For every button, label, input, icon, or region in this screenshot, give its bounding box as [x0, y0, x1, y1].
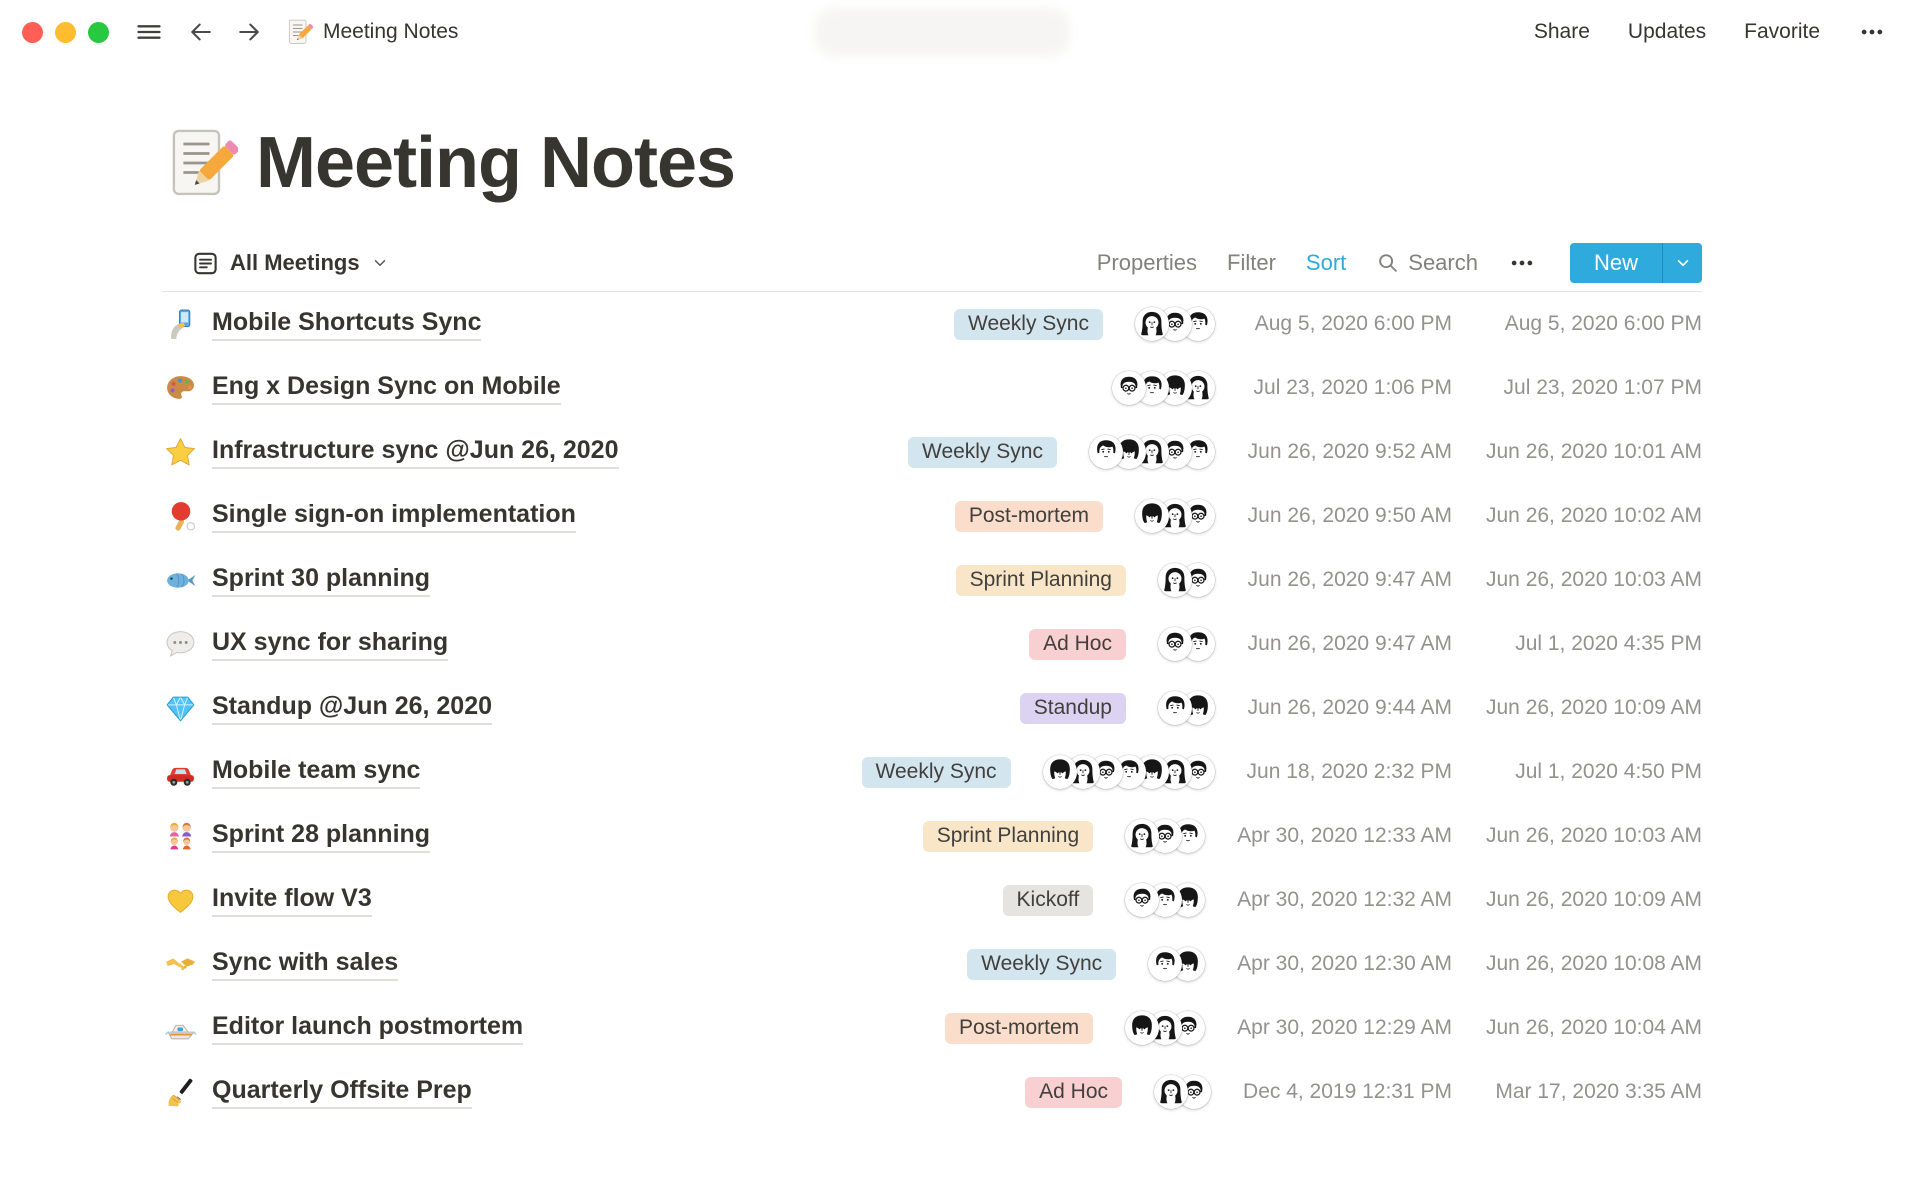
memo-icon	[285, 18, 313, 46]
search-icon	[1376, 251, 1400, 275]
created-date: Jun 26, 2020 9:50 AM	[1247, 504, 1452, 527]
row-properties	[954, 307, 1702, 341]
created-date: Jun 26, 2020 9:44 AM	[1247, 696, 1452, 719]
search-button[interactable]	[1376, 250, 1478, 276]
avatar-group	[1125, 883, 1205, 917]
created-date: Apr 30, 2020 12:29 AM	[1237, 1016, 1452, 1039]
more-options-icon[interactable]	[1858, 18, 1886, 46]
fish-icon	[162, 563, 199, 597]
last-edited-date: Mar 17, 2020 3:35 AM	[1495, 1080, 1702, 1103]
avatar-group	[1112, 371, 1215, 405]
blurred-region	[815, 8, 1070, 56]
table-row[interactable]	[162, 996, 1702, 1060]
row-properties	[1020, 691, 1702, 725]
database-toolbar	[162, 240, 1702, 286]
forward-icon[interactable]	[235, 18, 263, 46]
avatar-group	[1158, 563, 1215, 597]
sidebar-menu-icon[interactable]	[135, 18, 163, 46]
avatar	[1154, 1075, 1188, 1109]
breadcrumb[interactable]	[285, 18, 458, 46]
toolbar-more-icon[interactable]	[1508, 249, 1536, 277]
created-date: Jul 23, 2020 1:06 PM	[1253, 376, 1452, 399]
page-header	[162, 64, 1702, 204]
tag-pill[interactable]: Ad Hoc	[1025, 1077, 1122, 1108]
new-dropdown-chevron-icon[interactable]	[1662, 243, 1702, 283]
row-title[interactable]: UX sync for sharing	[212, 628, 448, 661]
avatar	[1125, 819, 1159, 853]
sort-button[interactable]: Sort	[1305, 250, 1347, 275]
last-edited-date: Jul 23, 2020 1:07 PM	[1503, 376, 1702, 399]
avatar	[1158, 563, 1192, 597]
gem-icon	[162, 691, 199, 725]
row-title[interactable]: Sync with sales	[212, 948, 398, 981]
created-date: Apr 30, 2020 12:32 AM	[1237, 888, 1452, 911]
avatar-group	[1154, 1075, 1211, 1109]
tag-pill[interactable]: Weekly Sync	[954, 309, 1103, 340]
last-edited-date: Aug 5, 2020 6:00 PM	[1504, 312, 1702, 335]
last-edited-date: Jun 26, 2020 10:01 AM	[1486, 440, 1702, 463]
avatar-group	[1135, 307, 1215, 341]
last-edited-date: Jun 26, 2020 10:08 AM	[1486, 952, 1702, 975]
speech-balloon-icon	[162, 627, 199, 661]
star-icon	[162, 435, 199, 469]
row-title[interactable]: Infrastructure sync @Jun 26, 2020	[212, 436, 619, 469]
last-edited-date: Jun 26, 2020 10:09 AM	[1486, 696, 1702, 719]
table-row[interactable]	[162, 356, 1702, 420]
row-properties	[862, 755, 1702, 789]
avatar	[1158, 691, 1192, 725]
meeting-list	[162, 292, 1702, 1124]
page-title: Meeting Notes	[256, 123, 736, 203]
created-date: Dec 4, 2019 12:31 PM	[1243, 1080, 1452, 1103]
close-window-button[interactable]	[22, 22, 43, 43]
new-button[interactable]	[1570, 243, 1702, 283]
window-titlebar	[0, 0, 1920, 64]
tag-pill[interactable]: Kickoff	[1003, 885, 1094, 916]
properties-button[interactable]: Properties	[1096, 250, 1198, 275]
table-row[interactable]	[162, 420, 1702, 484]
table-row[interactable]	[162, 1060, 1702, 1124]
row-title[interactable]: Quarterly Offsite Prep	[212, 1076, 472, 1109]
avatar-group	[1158, 691, 1215, 725]
tag-pill[interactable]: Post-mortem	[945, 1013, 1093, 1044]
avatar	[1135, 307, 1169, 341]
created-date: Apr 30, 2020 12:33 AM	[1237, 824, 1452, 847]
last-edited-date: Jul 1, 2020 4:50 PM	[1515, 760, 1702, 783]
avatar-group	[1158, 627, 1215, 661]
table-row[interactable]	[162, 868, 1702, 932]
row-title[interactable]: Sprint 28 planning	[212, 820, 430, 853]
tag-pill[interactable]: Weekly Sync	[862, 757, 1011, 788]
table-row[interactable]	[162, 548, 1702, 612]
speedboat-icon	[162, 1011, 199, 1045]
tag-pill[interactable]: Weekly Sync	[908, 437, 1057, 468]
tag-pill[interactable]: Weekly Sync	[967, 949, 1116, 980]
row-title[interactable]: Editor launch postmortem	[212, 1012, 523, 1045]
row-title[interactable]: Mobile team sync	[212, 756, 420, 789]
created-date: Jun 18, 2020 2:32 PM	[1246, 760, 1452, 783]
avatar	[1148, 947, 1182, 981]
updates-button[interactable]: Updates	[1627, 20, 1707, 43]
avatar-group	[1148, 947, 1205, 981]
avatar	[1043, 755, 1077, 789]
table-row[interactable]	[162, 676, 1702, 740]
avatar-group	[1089, 435, 1215, 469]
avatar	[1158, 627, 1192, 661]
palette-icon	[162, 371, 199, 405]
yellow-heart-icon	[162, 883, 199, 917]
tag-pill[interactable]: Sprint Planning	[923, 821, 1093, 852]
avatar-group	[1043, 755, 1215, 789]
family-icon	[162, 819, 199, 853]
tag-pill[interactable]: Post-mortem	[955, 501, 1103, 532]
row-properties	[967, 947, 1702, 981]
writing-hand-icon	[162, 1075, 199, 1109]
row-title[interactable]: Eng x Design Sync on Mobile	[212, 372, 561, 405]
tag-pill[interactable]: Ad Hoc	[1029, 629, 1126, 660]
selfie-icon	[162, 307, 199, 341]
search-label: Search	[1408, 250, 1478, 275]
ping-pong-icon	[162, 499, 199, 533]
created-date: Jun 26, 2020 9:47 AM	[1247, 632, 1452, 655]
table-row[interactable]	[162, 740, 1702, 804]
row-properties	[956, 563, 1702, 597]
handshake-icon	[162, 947, 199, 981]
created-date: Apr 30, 2020 12:30 AM	[1237, 952, 1452, 975]
chevron-down-icon	[371, 254, 389, 272]
last-edited-date: Jun 26, 2020 10:03 AM	[1486, 568, 1702, 591]
table-row[interactable]	[162, 484, 1702, 548]
row-properties	[1003, 883, 1702, 917]
avatar-group	[1125, 1011, 1205, 1045]
table-row[interactable]	[162, 612, 1702, 676]
share-button[interactable]: Share	[1533, 20, 1590, 43]
tag-pill[interactable]: Standup	[1020, 693, 1126, 724]
table-row[interactable]	[162, 804, 1702, 868]
new-button-label[interactable]: New	[1593, 250, 1638, 275]
row-properties	[908, 435, 1702, 469]
view-switcher[interactable]	[192, 250, 389, 277]
car-icon	[162, 755, 199, 789]
window-title: Meeting Notes	[323, 20, 459, 43]
row-properties	[923, 819, 1702, 853]
back-icon[interactable]	[187, 18, 215, 46]
avatar-group	[1135, 499, 1215, 533]
view-name: All Meetings	[230, 250, 360, 275]
row-title[interactable]: Single sign-on implementation	[212, 500, 576, 533]
last-edited-date: Jun 26, 2020 10:04 AM	[1486, 1016, 1702, 1039]
memo-icon[interactable]	[162, 125, 238, 201]
filter-button[interactable]: Filter	[1227, 250, 1276, 275]
avatar	[1089, 435, 1123, 469]
row-title[interactable]: Invite flow V3	[212, 884, 372, 917]
row-properties	[1029, 627, 1702, 661]
list-view-icon	[192, 250, 219, 277]
avatar-group	[1125, 819, 1205, 853]
minimize-window-button[interactable]	[55, 22, 76, 43]
traffic-lights	[22, 22, 109, 43]
last-edited-date: Jun 26, 2020 10:02 AM	[1486, 504, 1702, 527]
zoom-window-button[interactable]	[88, 22, 109, 43]
avatar	[1125, 1011, 1159, 1045]
row-title[interactable]: Mobile Shortcuts Sync	[212, 308, 481, 341]
row-properties	[1025, 1075, 1702, 1109]
last-edited-date: Jun 26, 2020 10:03 AM	[1486, 824, 1702, 847]
row-title[interactable]: Sprint 30 planning	[212, 564, 430, 597]
created-date: Jun 26, 2020 9:52 AM	[1247, 440, 1452, 463]
table-row[interactable]	[162, 932, 1702, 996]
tag-pill[interactable]: Sprint Planning	[956, 565, 1126, 596]
row-properties	[955, 499, 1702, 533]
created-date: Aug 5, 2020 6:00 PM	[1254, 312, 1452, 335]
avatar	[1135, 499, 1169, 533]
row-properties	[945, 1011, 1702, 1045]
last-edited-date: Jun 26, 2020 10:09 AM	[1486, 888, 1702, 911]
table-row[interactable]	[162, 292, 1702, 356]
created-date: Jun 26, 2020 9:47 AM	[1247, 568, 1452, 591]
row-title[interactable]: Standup @Jun 26, 2020	[212, 692, 492, 725]
avatar	[1112, 371, 1146, 405]
row-properties	[1112, 371, 1702, 405]
avatar	[1125, 883, 1159, 917]
favorite-button[interactable]: Favorite	[1744, 20, 1820, 43]
last-edited-date: Jul 1, 2020 4:35 PM	[1515, 632, 1702, 655]
